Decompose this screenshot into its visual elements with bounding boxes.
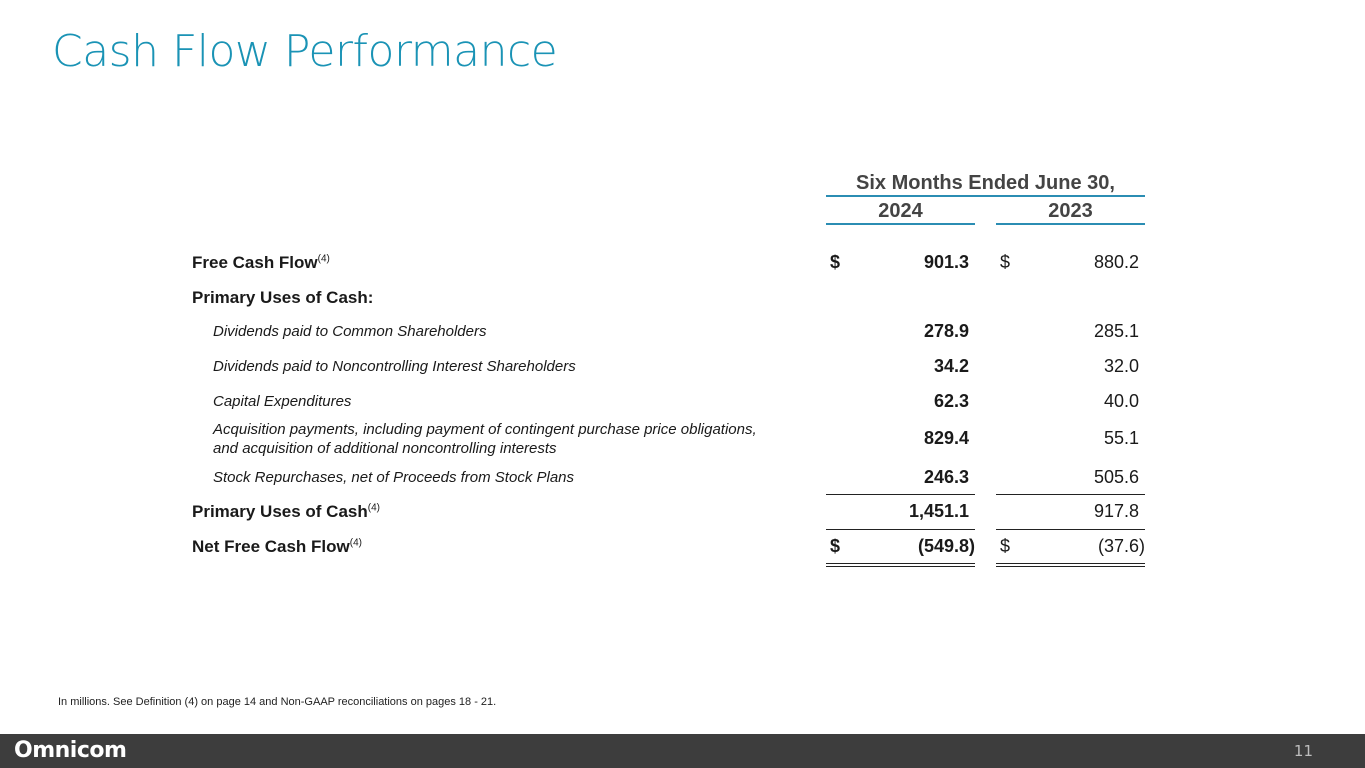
row-label: Capital Expenditures	[213, 393, 352, 410]
footnote: In millions. See Definition (4) on page 14 and Non-GAAP reconciliations on pages 18 - 21.	[58, 696, 497, 708]
row-label-line-2: and acquisition of additional noncontrolling interests	[213, 440, 557, 457]
value-2024: 246.3	[923, 467, 969, 487]
value-2024: 34.2	[933, 356, 969, 376]
page-number: 11	[1293, 742, 1313, 760]
row-label-line-1: Acquisition payments, including payment of contingent purchase price obligations,	[213, 421, 757, 438]
footnote-ref: (4)	[317, 253, 330, 265]
value-2024: 901.3	[923, 252, 969, 272]
total-rule-2024	[826, 529, 975, 530]
value-2024: 1,451.1	[908, 501, 969, 521]
footnote-ref: (4)	[367, 502, 380, 514]
currency-2024: $	[830, 252, 841, 272]
currency-2024: $	[830, 536, 841, 556]
value-2023: 880.2	[1093, 252, 1139, 272]
period-header: Six Months Ended June 30,	[826, 172, 1145, 197]
value-2024: 829.4	[923, 428, 969, 448]
total-rule-2023	[996, 529, 1145, 530]
value-2023: (37.6)	[1097, 536, 1145, 556]
row-label: Dividends paid to Common Shareholders	[213, 323, 487, 340]
value-2024: 62.3	[933, 391, 969, 411]
row-label	[213, 420, 757, 458]
value-2023: 32.0	[1103, 356, 1139, 376]
row-label: Dividends paid to Noncontrolling Interest Shareholders	[213, 358, 576, 375]
row-label: Free Cash Flow$^{(4)}$	[192, 253, 330, 272]
value-2023: 285.1	[1093, 321, 1139, 341]
value-2023: 505.6	[1093, 467, 1139, 487]
row-label: Net Free Cash Flow$^{(4)}$	[192, 537, 362, 556]
section-heading: Primary Uses of Cash:	[192, 288, 374, 307]
year-header-2024: 2024	[826, 200, 975, 225]
value-2023: 55.1	[1103, 428, 1139, 448]
row-label: Stock Repurchases, net of Proceeds from Stock Plans	[213, 469, 575, 486]
row-label: Primary Uses of Cash$^{(4)}$	[192, 502, 380, 521]
value-2023: 917.8	[1093, 501, 1139, 521]
footnote-ref: (4)	[349, 537, 362, 549]
subtotal-rule-2024	[826, 494, 975, 495]
subtotal-rule-2023	[996, 494, 1145, 495]
page-title: Cash Flow Performance	[52, 26, 558, 77]
currency-2023: $	[1000, 536, 1011, 556]
value-2023: 40.0	[1103, 391, 1139, 411]
omnicom-logo: Omnicom	[14, 738, 127, 763]
year-header-2023: 2023	[996, 200, 1145, 225]
double-rule-2023	[996, 563, 1145, 567]
double-rule-2024	[826, 563, 975, 567]
footer-bar	[0, 734, 1365, 768]
value-2024: (549.8)	[917, 536, 975, 556]
currency-2023: $	[1000, 252, 1011, 272]
value-2024: 278.9	[923, 321, 969, 341]
